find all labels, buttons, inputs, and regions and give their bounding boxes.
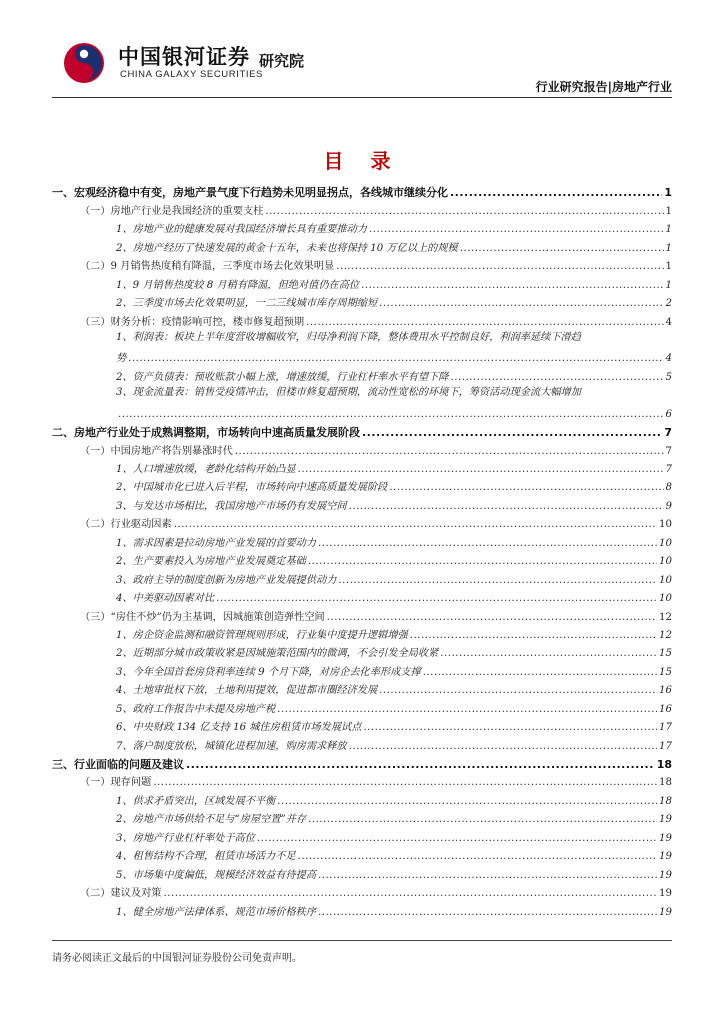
toc-page-number: 7 (665, 445, 672, 457)
toc-entry[interactable] (52, 458, 672, 476)
toc-page-number: 19 (659, 832, 672, 844)
toc-entry-text: 1、房地产业的健康发展对我国经济增长具有重要推动力 (116, 224, 367, 236)
toc-entry-text: （三）财务分析：疫情影响可控，楼市修复超预期 (80, 316, 305, 328)
toc-entry-text: 2、三季度市场去化效果明显，一二三线城市库存周期缩短 (116, 298, 378, 310)
toc-entry[interactable] (52, 697, 672, 715)
toc-page-number: 1 (665, 242, 672, 254)
toc-page-number: 4 (665, 353, 672, 365)
toc-entry[interactable] (52, 384, 672, 421)
toc-entry-text: （一）房地产行业是我国经济的重要支柱 (80, 205, 264, 217)
toc-page-number: 18 (659, 795, 672, 807)
toc-entry[interactable] (52, 476, 672, 494)
toc-entry-text: 1、人口增速放缓，老龄化结构开始凸显 (116, 464, 296, 475)
toc-leader-dots (298, 463, 664, 476)
toc-entry[interactable] (52, 439, 672, 457)
toc-leader-dots (118, 408, 664, 421)
toc-page-number: 18 (656, 758, 672, 771)
toc-page-number: 10 (659, 519, 672, 531)
toc-leader-dots (153, 776, 657, 789)
toc-page-number: 1 (664, 186, 672, 200)
toc-leader-dots (235, 445, 664, 458)
toc-leader-dots (363, 721, 657, 734)
toc-entry[interactable] (52, 236, 672, 254)
toc-entry-text: 2、房地产经历了快速发展的黄金十五年，未来也将保持 10 万亿以上的规模 (116, 242, 458, 254)
footer-divider (52, 940, 672, 941)
toc-entry-text: 一、宏观经济稳中有变，房地产景气度下行趋势未见明显拐点，各线城市继续分化 (52, 186, 448, 200)
toc-entry[interactable] (52, 845, 672, 863)
toc-entry[interactable] (52, 494, 672, 512)
toc-entry-text: 3、现金流量表：销售受疫情冲击，但楼市修复超预期，流动性宽松的环境下，筹资活动现金流大幅增加 (116, 386, 581, 398)
toc-entry[interactable] (52, 624, 672, 642)
toc-page-number: 7 (664, 426, 672, 440)
toc-leader-dots (327, 611, 657, 624)
toc-entry[interactable] (52, 605, 672, 623)
toc-entry-text: 6、中央财政 134 亿支持 16 城住房租赁市场发展试点 (116, 722, 362, 734)
toc-leader-dots (308, 555, 657, 568)
toc-leader-dots (440, 647, 657, 660)
toc-entry[interactable] (52, 826, 672, 844)
toc-entry[interactable] (52, 660, 672, 678)
toc-entry-text: 2、近期部分城市政策收紧是因城施策范围内的微调，不会引发全局收紧 (116, 648, 439, 660)
toc-entry-text: 2、生产要素投入为房地产业发展奠定基础 (116, 556, 306, 568)
toc-leader-dots (410, 629, 657, 642)
toc-entry[interactable] (52, 882, 672, 900)
toc-page-number: 8 (665, 482, 672, 494)
toc-page-number: 12 (659, 629, 672, 641)
toc-entry[interactable] (52, 181, 672, 199)
toc-entry[interactable] (52, 771, 672, 789)
toc-entry-text: 4、土地审批权下放，土地利用提效，促进都市圈经济发展 (116, 685, 378, 697)
toc-page-number: 19 (659, 869, 672, 881)
toc-leader-dots (450, 371, 663, 384)
toc-leader-dots (379, 684, 657, 697)
toc-page-number: 9 (665, 500, 672, 512)
table-of-contents (52, 181, 672, 919)
toc-entry-text: 5、政府工作报告中未提及房地产税 (116, 703, 276, 715)
toc-entry-text: 三、行业面临的问题及建议 (52, 758, 184, 771)
toc-leader-dots (128, 352, 663, 365)
page-header (0, 0, 724, 100)
toc-entry[interactable] (52, 310, 672, 328)
toc-page-number: 2 (665, 298, 672, 310)
toc-page-number: 4 (665, 316, 672, 328)
toc-leader-dots (349, 500, 664, 513)
toc-entry-text: 2、资产负债表：预收账款小幅上涨，增速放缓，行业杠杆率水平有望下降 (116, 371, 449, 383)
toc-entry[interactable] (52, 365, 672, 383)
toc-entry-text: 1、利润表：板块上半年度营收增幅收窄，归母净利润下降，整体费用水平控制良好，利润率延续下滑趋 (116, 331, 581, 343)
toc-page-number: 1 (665, 224, 672, 236)
toc-entry-text: 2、房地产市场供给不足与“房屋空置”并存 (116, 814, 307, 826)
header-divider (52, 97, 672, 98)
toc-page-number: 16 (659, 703, 672, 715)
toc-entry[interactable] (52, 587, 672, 605)
toc-entry-text: 4、租售结构不合理，租赁市场活力不足 (116, 851, 296, 863)
toc-title: 目 录 (323, 149, 401, 173)
toc-entry-text: 3、与发达市场相比，我国房地产市场仍有发展空间 (116, 500, 347, 512)
toc-entry-text: 7、落户制度放松，城镇化进程加速，购房需求释放 (116, 740, 347, 752)
toc-entry-text: 4、中美驱动因素对比 (116, 593, 215, 605)
toc-entry-text: 3、政府主导的制度创新为房地产业发展提供动力 (116, 574, 337, 586)
toc-leader-dots (450, 186, 662, 199)
toc-entry[interactable] (52, 789, 672, 807)
toc-entry-text: 3、房地产行业杠杆率处于高位 (116, 832, 255, 844)
brand-name-en: CHINA GALAXY SECURITIES (120, 69, 263, 80)
brand-name-cn: 中国银河证券 (118, 45, 250, 69)
toc-entry[interactable] (52, 753, 672, 771)
galaxy-logo-icon (63, 42, 105, 84)
toc-leader-dots (308, 813, 657, 826)
toc-page-number: 7 (665, 464, 672, 475)
toc-page-number: 17 (659, 722, 672, 734)
toc-entry[interactable] (52, 679, 672, 697)
toc-leader-dots (379, 297, 663, 310)
toc-leader-dots (460, 242, 664, 255)
toc-entry-text: 1、需求因素是拉动房地产业发展的首要动力 (116, 537, 317, 549)
toc-entry[interactable] (52, 808, 672, 826)
toc-leader-dots (361, 279, 663, 292)
disclaimer-note: 请务必阅读正文最后的中国银河证券股份公司免责声明。 (52, 953, 302, 964)
toc-leader-dots (186, 758, 655, 771)
toc-leader-dots (389, 481, 663, 494)
report-type: 行业研究报告|房地产行业 (535, 80, 672, 94)
toc-leader-dots (265, 205, 663, 218)
toc-leader-dots (423, 666, 657, 679)
toc-entry[interactable] (52, 421, 672, 439)
toc-entry-text: （二）行业驱动因素 (80, 519, 172, 531)
toc-entry[interactable] (52, 218, 672, 236)
toc-page-number: 1 (665, 279, 672, 291)
toc-entry-text: （二）9 月销售热度稍有降温，三季度市场去化效果明显 (80, 261, 335, 273)
toc-entry-text: （一）现存问题 (80, 777, 152, 789)
toc-page-number: 10 (659, 556, 672, 568)
toc-leader-dots (338, 574, 657, 587)
toc-page-number: 1 (665, 261, 672, 273)
toc-entry-text: 2、中国城市化已进入后半程，市场转向中速高质量发展阶段 (116, 482, 388, 494)
toc-page-number: 15 (659, 648, 672, 660)
toc-entry-text: （一）中国房地产将告别暴涨时代 (80, 445, 233, 457)
toc-entry-text: 5、市场集中度偏低，规模经济效益有待提高 (116, 869, 317, 881)
toc-page-number: 12 (659, 611, 672, 623)
toc-entry-text: （三）“房住不炒”仍为主基调，因城施策创造弹性空间 (80, 611, 325, 623)
toc-leader-dots (349, 740, 657, 753)
toc-entry-text-cont: 势 (116, 353, 127, 365)
institute-label: 研究院 (259, 52, 305, 70)
toc-page-number: 10 (659, 574, 672, 586)
toc-leader-dots (318, 906, 657, 919)
toc-entry[interactable] (52, 513, 672, 531)
toc-page-number: 19 (659, 851, 672, 863)
toc-entry-text: 3、今年全国首套房贷利率连续 9 个月下降，对房企去化率形成支撑 (116, 666, 421, 678)
toc-entry[interactable] (52, 734, 672, 752)
toc-entry[interactable] (52, 568, 672, 586)
toc-leader-dots (216, 592, 657, 605)
toc-page-number: 18 (659, 777, 672, 789)
toc-page-number: 5 (665, 371, 672, 383)
toc-page-number: 10 (659, 537, 672, 549)
toc-leader-dots (257, 832, 657, 845)
toc-entry[interactable] (52, 531, 672, 549)
toc-entry[interactable] (52, 716, 672, 734)
toc-entry-text: 1、供求矛盾突出，区域发展不平衡 (116, 795, 276, 807)
toc-entry[interactable] (52, 273, 672, 291)
toc-page-number: 10 (659, 593, 672, 605)
toc-leader-dots (298, 850, 657, 863)
toc-leader-dots (362, 426, 662, 439)
toc-page-number: 16 (659, 685, 672, 697)
toc-page-number: 17 (659, 740, 672, 752)
toc-entry[interactable] (52, 900, 672, 918)
toc-entry[interactable] (52, 642, 672, 660)
toc-entry-text: 1、房企资金监测和融资管理规则形成，行业集中度提升逻辑增强 (116, 629, 408, 641)
toc-entry[interactable] (52, 329, 672, 366)
toc-leader-dots (318, 869, 657, 882)
toc-page-number: 6 (665, 408, 672, 420)
toc-page-number: 19 (659, 814, 672, 826)
toc-entry[interactable] (52, 550, 672, 568)
toc-entry-text: （二）建议及对策 (80, 888, 162, 900)
toc-leader-dots (336, 260, 663, 273)
toc-entry-text: 二、房地产行业处于成熟调整期，市场转向中速高质量发展阶段 (52, 426, 360, 440)
toc-entry-text: 1、健全房地产法律体系、规范市场价格秩序 (116, 906, 317, 918)
toc-leader-dots (369, 223, 664, 236)
toc-leader-dots (306, 316, 663, 329)
toc-page-number: 1 (665, 205, 672, 217)
toc-leader-dots (318, 537, 657, 550)
toc-entry[interactable] (52, 292, 672, 310)
toc-leader-dots (277, 795, 657, 808)
toc-entry-text: 1、9 月销售热度较 8 月稍有降温，但绝对值仍在高位 (116, 279, 360, 291)
toc-leader-dots (164, 887, 658, 900)
toc-leader-dots (277, 703, 657, 716)
toc-entry[interactable] (52, 863, 672, 881)
toc-entry[interactable] (52, 199, 672, 217)
toc-page-number: 15 (659, 666, 672, 678)
toc-page-number: 19 (659, 906, 672, 918)
toc-page-number: 19 (659, 888, 672, 900)
toc-leader-dots (174, 518, 657, 531)
toc-entry[interactable] (52, 255, 672, 273)
